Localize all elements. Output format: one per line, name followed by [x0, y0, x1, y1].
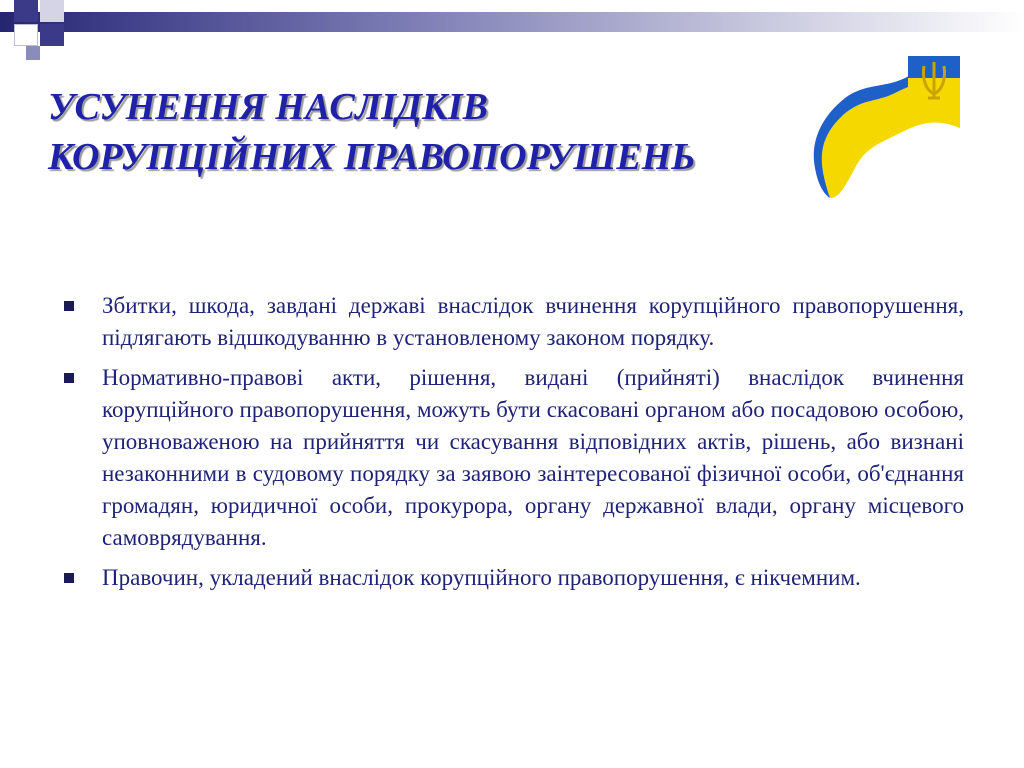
- bullet-list: [60, 290, 964, 602]
- decor-square: [14, 0, 38, 22]
- decor-square: [26, 46, 40, 60]
- ukraine-flag-with-trident-icon: [800, 48, 970, 208]
- decor-square: [40, 24, 64, 46]
- square-bullet-icon: [64, 373, 74, 383]
- title-line-2: КОРУПЦІЙНИХ ПРАВОПОРУШЕНЬ: [48, 136, 696, 178]
- bullet-text: Правочин, укладений внаслідок корупційного правопорушення, є нікчемним.: [102, 565, 861, 590]
- title-line-1: УСУНЕННЯ НАСЛІДКІВ: [48, 86, 488, 128]
- square-bullet-icon: [64, 573, 74, 583]
- decor-square: [14, 24, 38, 46]
- bullet-text: Збитки, шкода, завдані державі внаслідок вчинення корупційного правопорушення, підлягають відшкодуванню в установленому законом порядку.: [102, 293, 964, 350]
- decor-square: [40, 0, 64, 22]
- list-item: [60, 562, 964, 594]
- bullet-text: Нормативно-правові акти, рішення, видані (прийняті) внаслідок вчинення корупційного правопорушення, можуть бути скасовані органом або посадовою особою, уповноваженою на прийняття чи скасування відповідних актів, рішень, або визнані незаконними в судовому порядку за заявою заінтересованої фізичної особи, об'єднання громадян, юридичної особи, прокурора, органу державної влади, органу місцевого самоврядування.: [102, 365, 964, 550]
- slide-title: [48, 82, 848, 182]
- list-item: [60, 362, 964, 554]
- list-item: [60, 290, 964, 354]
- header-gradient-bar: [0, 12, 1024, 32]
- square-bullet-icon: [64, 301, 74, 311]
